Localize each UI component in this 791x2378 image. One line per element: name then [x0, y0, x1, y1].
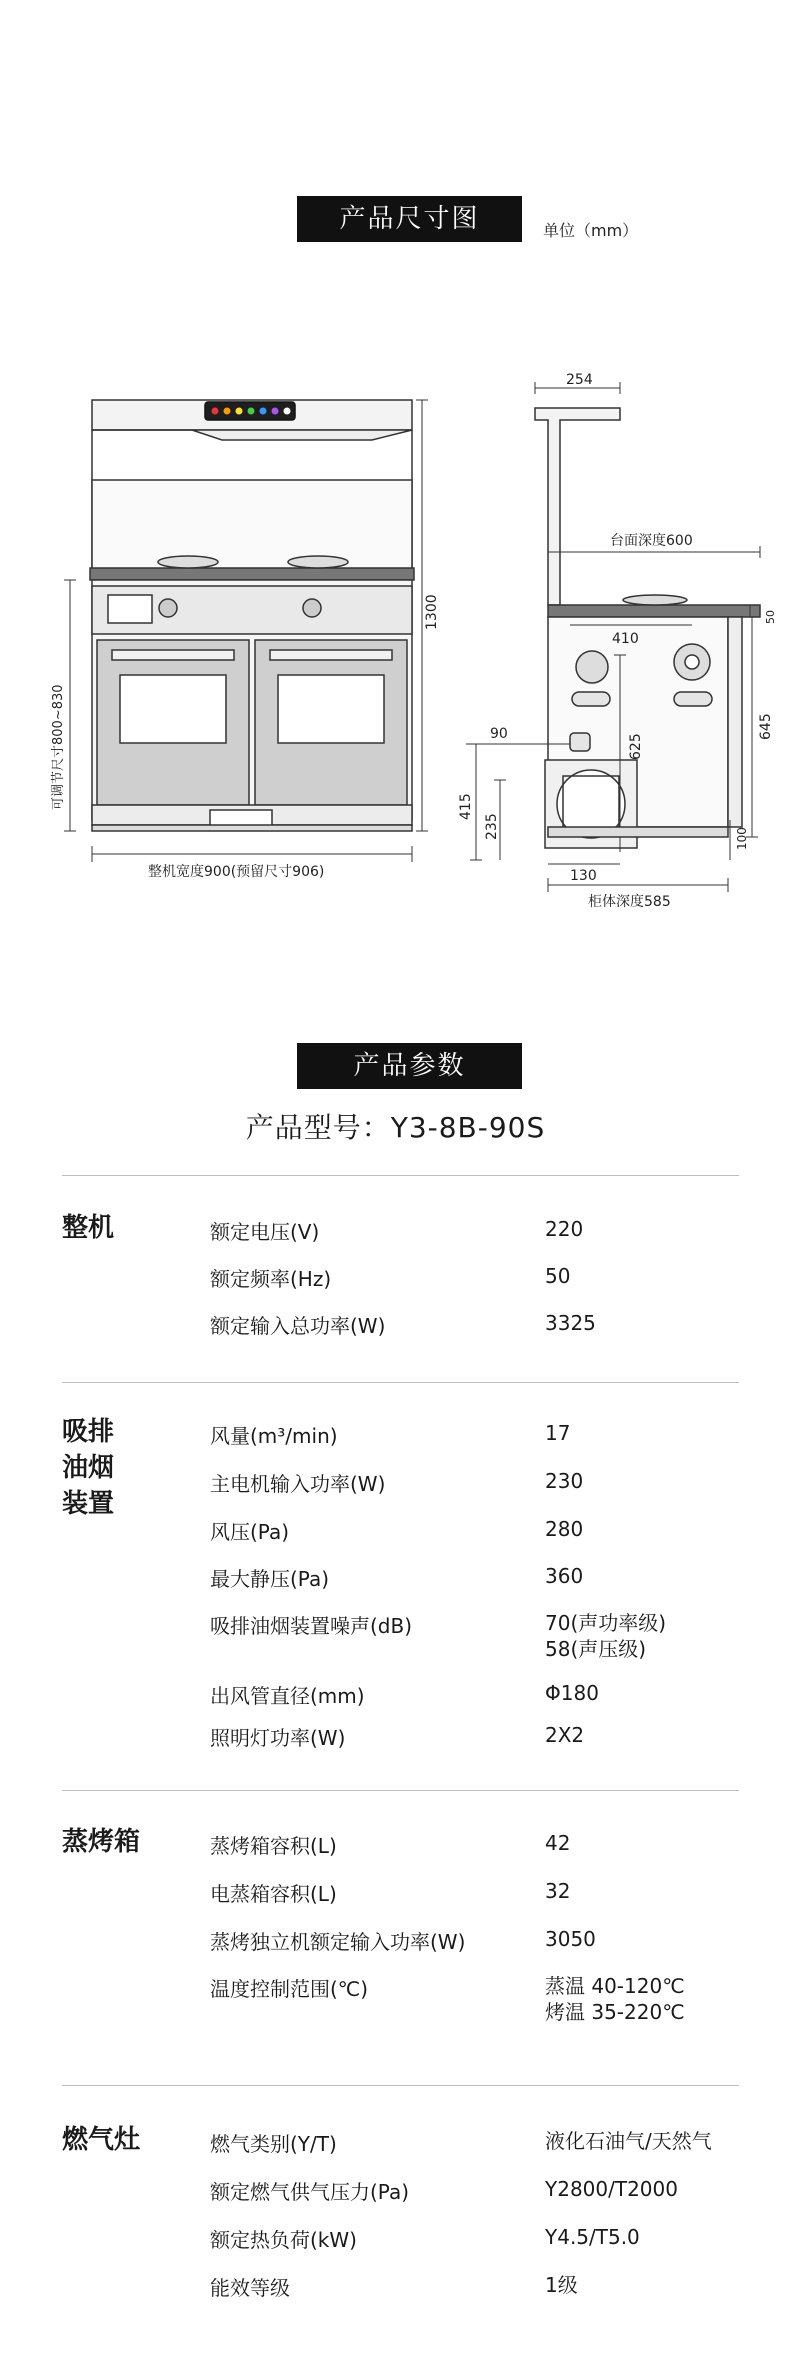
- section-name-line: 油烟: [62, 1453, 115, 1483]
- param-value-line: 70(声功率级): [545, 1611, 667, 1635]
- section-name-line: 燃气灶: [62, 2125, 141, 2155]
- dim-50: 50: [764, 610, 777, 624]
- dim-cabinet-depth: 柜体深度585: [588, 894, 671, 910]
- section-name-line: 整机: [62, 1213, 115, 1243]
- section-divider: [62, 1382, 739, 1383]
- dim-counter-depth: 台面深度600: [610, 533, 693, 549]
- dim-645: 645: [758, 713, 774, 740]
- param-value: [545, 1310, 596, 1336]
- unit-label: 单位（mm）: [543, 221, 639, 240]
- param-value-line: 3325: [545, 1311, 596, 1335]
- dim-415: 415: [458, 793, 474, 820]
- param-value-line: 32: [545, 1879, 571, 1903]
- param-value: [545, 1830, 570, 1856]
- param-label: 额定燃气供气压力(Pa): [210, 2180, 410, 2204]
- param-value: [545, 1216, 583, 1242]
- section-divider: [62, 2085, 739, 2086]
- param-label: 额定电压(V): [210, 1220, 320, 1244]
- param-value: [545, 1563, 583, 1589]
- section-name: [62, 2122, 140, 2158]
- dim-254: 254: [566, 372, 593, 388]
- param-value-line: 42: [545, 1831, 571, 1855]
- param-label: 风压(Pa): [210, 1520, 290, 1544]
- param-value: [545, 1878, 570, 1904]
- param-label: 吸排油烟装置噪声(dB): [210, 1614, 413, 1638]
- model-number: 产品型号：Y3-8B-90S: [245, 1111, 546, 1144]
- dim-width: 整机宽度900(预留尺寸906): [148, 864, 325, 880]
- dim-625: 625: [628, 733, 644, 760]
- param-value-line: 液化石油气/天然气: [545, 2129, 712, 2153]
- front-view: [64, 400, 428, 862]
- param-label: 电蒸箱容积(L): [210, 1882, 337, 1906]
- param-value: [545, 1420, 570, 1446]
- dimension-title: 产品尺寸图: [297, 196, 522, 242]
- param-value: [545, 2128, 712, 2154]
- param-label: 蒸烤独立机额定输入功率(W): [210, 1930, 466, 1954]
- dim-130: 130: [570, 868, 597, 884]
- param-label: 温度控制范围(℃): [210, 1977, 369, 2001]
- param-value-line: 2X2: [545, 1723, 585, 1747]
- param-value: [545, 1610, 666, 1662]
- param-value: [545, 1263, 570, 1289]
- param-value: [545, 1973, 685, 2025]
- param-value-line: 360: [545, 1564, 584, 1588]
- param-label: 额定热负荷(kW): [210, 2228, 357, 2252]
- param-value-line: 蒸温 40-120℃: [545, 1974, 685, 1998]
- param-value-line: 58(声压级): [545, 1637, 647, 1661]
- param-label: 额定频率(Hz): [210, 1267, 332, 1291]
- section-name-line: 吸排: [62, 1417, 115, 1447]
- param-value-line: Y4.5/T5.0: [545, 2225, 640, 2249]
- param-label: 照明灯功率(W): [210, 1726, 346, 1750]
- dim-235: 235: [484, 813, 500, 840]
- param-value-line: 50: [545, 1264, 571, 1288]
- param-value: [545, 1680, 599, 1706]
- dim-100: 100: [735, 827, 749, 850]
- param-value: [545, 1722, 584, 1748]
- param-value: [545, 2176, 678, 2202]
- param-label: 蒸烤箱容积(L): [210, 1834, 337, 1858]
- dim-1300: 1300: [424, 594, 440, 630]
- param-value-line: Y2800/T2000: [545, 2177, 678, 2201]
- param-value: [545, 2272, 578, 2298]
- param-value-line: 17: [545, 1421, 571, 1445]
- dim-adjustable: 可调节尺寸800~830: [51, 684, 66, 810]
- param-value-line: 280: [545, 1517, 584, 1541]
- param-value: [545, 1516, 583, 1542]
- param-value: [545, 1926, 596, 1952]
- param-value-line: 230: [545, 1469, 584, 1493]
- dim-410: 410: [612, 631, 639, 647]
- section-name: [62, 1210, 114, 1246]
- section-name-line: 蒸烤箱: [62, 1827, 141, 1857]
- param-label: 燃气类别(Y/T): [210, 2132, 337, 2156]
- param-value-line: 3050: [545, 1927, 596, 1951]
- dim-90: 90: [490, 726, 508, 742]
- section-name: [62, 1824, 140, 1860]
- param-value: [545, 2224, 640, 2250]
- param-label: 额定输入总功率(W): [210, 1314, 386, 1338]
- param-value-line: Φ180: [545, 1681, 599, 1705]
- section-divider: [62, 1790, 739, 1791]
- dimension-diagram: [0, 340, 791, 910]
- param-value: [545, 1468, 583, 1494]
- section-divider: [62, 1175, 739, 1176]
- param-label: 主电机输入功率(W): [210, 1472, 386, 1496]
- param-value-line: 烤温 35-220℃: [545, 2000, 685, 2024]
- param-label: 风量(m³/min): [210, 1424, 338, 1448]
- params-title: 产品参数: [297, 1043, 522, 1089]
- param-label: 最大静压(Pa): [210, 1567, 330, 1591]
- section-name-line: 装置: [62, 1489, 115, 1519]
- param-value-line: 220: [545, 1217, 584, 1241]
- param-label: 能效等级: [210, 2276, 290, 2300]
- param-value-line: 1级: [545, 2273, 578, 2297]
- param-label: 出风管直径(mm): [210, 1684, 365, 1708]
- section-name: [62, 1414, 114, 1522]
